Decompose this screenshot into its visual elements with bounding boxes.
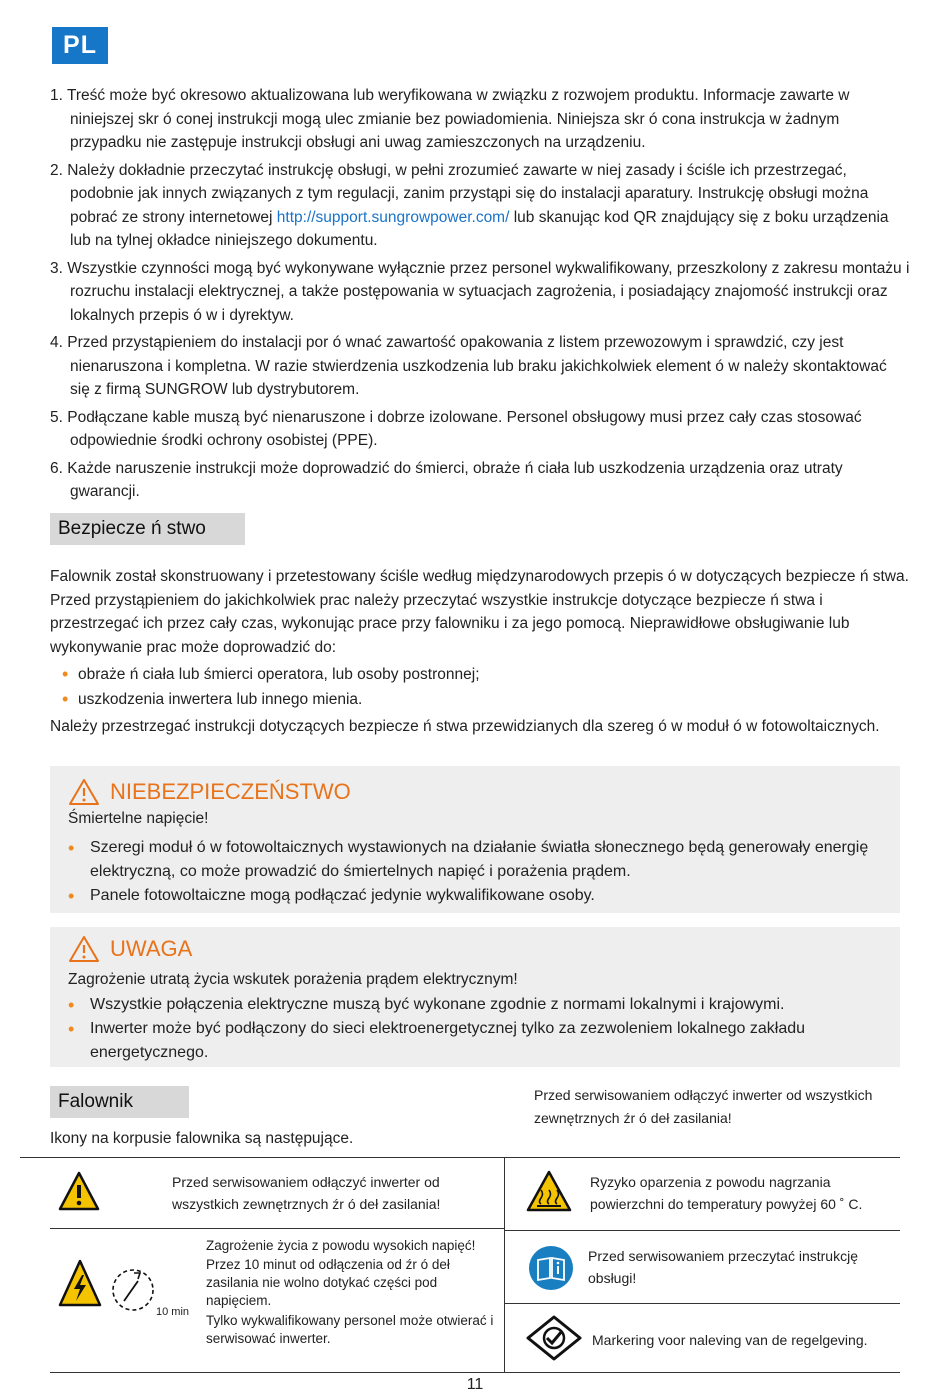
intro-item-6: 6. Każde naruszenie instrukcji może doprowadzić do śmierci, obraże ń ciała lub uszkodzenia urządzenia oraz utraty gwarancji.	[50, 459, 843, 500]
high-voltage-icon	[58, 1259, 102, 1307]
table-rule	[20, 1157, 900, 1158]
disconnect-text: Przed serwisowaniem odłączyć inwerter od wszystkich zewnętrznych źr ó deł zasilania!	[172, 1174, 441, 1212]
caution-item: • Wszystkie połączenia elektryczne muszą być wykonane zgodnie z normami lokalnymi i krajowymi.	[68, 995, 785, 1015]
timer-icon	[110, 1267, 156, 1313]
safety-paragraph: Falownik został skonstruowany i przetestowany ściśle według międzynarodowych przepis ó w dotyczących bezpiecze ń stwa. Przed przystąpieniem do jakichkolwiek prac należy przeczytać wszystkie instrukcje dotyczące bezpiecze ń stwa i przestrzegać ich przez cały czas, wykonując prace przy falowniku i za jego pomocą. Nieprawidłowe obsługiwanie lub wykonywanie prac może doprowadzić do:	[50, 568, 909, 656]
table-rule	[504, 1230, 900, 1231]
danger-title	[68, 778, 351, 806]
danger-subtitle: Śmiertelne napięcie!	[68, 810, 209, 827]
bullet-dot-icon: •	[62, 664, 69, 684]
general-warning-icon	[58, 1171, 100, 1211]
caution-item: • Inwerter może być podłączony do sieci elektroenergetycznej tylko za zezwoleniem lokalnego zakładu energetycznego.	[68, 1019, 806, 1061]
intro-item-3: 3. Wszystkie czynności mogą być wykonywane wyłącznie przez personel wykwalifikowany, przeszkolony z zakresu montażu i rozruchu instalacji elektrycznej, a także postępowania w sytuacjach zagrożenia, i posiadający znajomość instrukcji oraz lokalnych przepis ó w i dyrektyw.	[50, 259, 910, 324]
inverter-side-note: Przed serwisowaniem odłączyć inwerter od wszystkich zewnętrznych źr ó deł zasilania!	[534, 1087, 873, 1126]
intro-item-2-text: 2. Należy dokładnie przeczytać instrukcję obsługi, w pełni zrozumieć zawarte w niej zasady i ściśle ich przestrzegać, podobnie jak innych związanych z tym regulacji, zanim przystąpi się do instalacji aparatury. Instrukcję obsługi można pobrać ze strony internetowej	[50, 161, 869, 226]
high-voltage-line: Przez 10 minut od odłączenia od źr ó deł zasilania nie wolno dotykać części pod napięciem.	[206, 1257, 450, 1308]
icon-table	[50, 1157, 900, 1372]
intro-item-2	[50, 159, 910, 253]
high-voltage-line: Tylko wykwalifikowany personel może otwierać i serwisować inwerter.	[206, 1313, 494, 1346]
rcm-mark-icon	[526, 1315, 582, 1361]
bullet-dot-icon: •	[68, 886, 75, 906]
caution-list	[68, 993, 888, 1065]
table-rule	[504, 1303, 900, 1304]
rcm-text: Markering voor naleving van de regelgeving.	[592, 1332, 868, 1348]
high-voltage-line: Zagrożenie życia z powodu wysokich napięć!	[206, 1238, 476, 1253]
table-divider	[504, 1157, 505, 1372]
language-badge: PL	[52, 27, 108, 64]
caution-box	[50, 927, 900, 1067]
safety-bullets	[62, 662, 892, 712]
inverter-heading: Falownik	[50, 1086, 189, 1118]
table-rule	[50, 1228, 504, 1229]
support-link[interactable]: http://support.sungrowpower.com/	[276, 208, 510, 226]
danger-list	[68, 836, 888, 908]
timer-label: 10 min	[156, 1306, 190, 1318]
safety-bullet: • obraże ń ciała lub śmierci operatora, lub osoby postronnej;	[62, 662, 892, 687]
warning-triangle-icon	[68, 935, 100, 963]
danger-item: • Szeregi moduł ó w fotowoltaicznych wystawionych na działanie światła słonecznego będą generowały energię elektryczną, co może prowadzić do śmiertelnych napięć i porażenia prądem.	[68, 838, 869, 880]
read-manual-icon	[528, 1245, 574, 1291]
hot-surface-icon	[526, 1170, 572, 1212]
bullet-dot-icon: •	[62, 689, 69, 709]
intro-item-4: 4. Przed przystąpieniem do instalacji por ó wnać zawartość opakowania z listem przewozowym i sprawdzić, czy jest nienaruszona i kompletna. W razie stwierdzenia uszkodzenia lub braku jakichkolwiek element ó w należy skontaktować się z firmą SUNGROW lub dystrybutorem.	[50, 334, 887, 398]
read-manual-text: Przed serwisowaniem przeczytać instrukcję obsługi!	[588, 1248, 858, 1286]
caution-subtitle: Zagrożenie utratą życia wskutek porażenia prądem elektrycznym!	[68, 971, 518, 988]
table-rule	[50, 1372, 900, 1373]
caution-title-text: UWAGA	[110, 936, 193, 961]
bullet-dot-icon: •	[68, 1019, 75, 1039]
intro-item-5: 5. Podłączane kable muszą być nienaruszone i dobrze izolowane. Personel obsługowy musi przez cały czas stosować odpowiednie środki ochrony osobistej (PPE).	[50, 408, 862, 449]
hot-surface-text: Ryzyko oparzenia z powodu nagrzania powierzchni do temperatury powyżej 60 ˚ C.	[590, 1174, 863, 1212]
intro-item-1: 1. Treść może być okresowo aktualizowana lub weryfikowana w związku z rozwojem produktu. Informacje zawarte w niniejszej skr ó conej instrukcji mogą ulec zmianie bez powiadomienia. Niniejsza skr ó cona instrukcja w żadnym przypadku nie zastępuje instrukcji obsługi ani uwag zamieszczonych na urządzeniu.	[50, 87, 850, 151]
danger-item: • Panele fotowoltaiczne mogą podłączać jedynie wykwalifikowane osoby.	[68, 886, 595, 906]
caution-title	[68, 935, 192, 963]
intro-item-2-text-end: lub skanując kod QR znajdujący się z boku urządzenia lub na tylnej okładce niniejszego dokumentu.	[70, 208, 889, 249]
page-number: 11	[466, 1376, 484, 1393]
safety-bullet: • uszkodzenia inwertera lub innego mienia.	[62, 687, 892, 712]
inverter-intro: Ikony na korpusie falownika są następujące.	[50, 1130, 354, 1147]
bullet-dot-icon: •	[68, 838, 75, 858]
intro-list	[50, 84, 910, 508]
safety-heading: Bezpiecze ń stwo	[50, 513, 245, 545]
warning-triangle-icon	[68, 778, 100, 806]
bullet-dot-icon: •	[68, 995, 75, 1015]
high-voltage-text	[206, 1237, 496, 1348]
safety-note: Należy przestrzegać instrukcji dotyczących bezpiecze ń stwa przewidzianych dla szereg ó w moduł ó w fotowoltaicznych.	[50, 718, 880, 735]
danger-title-text: NIEBEZPIECZEŃSTWO	[110, 779, 351, 804]
danger-box	[50, 766, 900, 913]
